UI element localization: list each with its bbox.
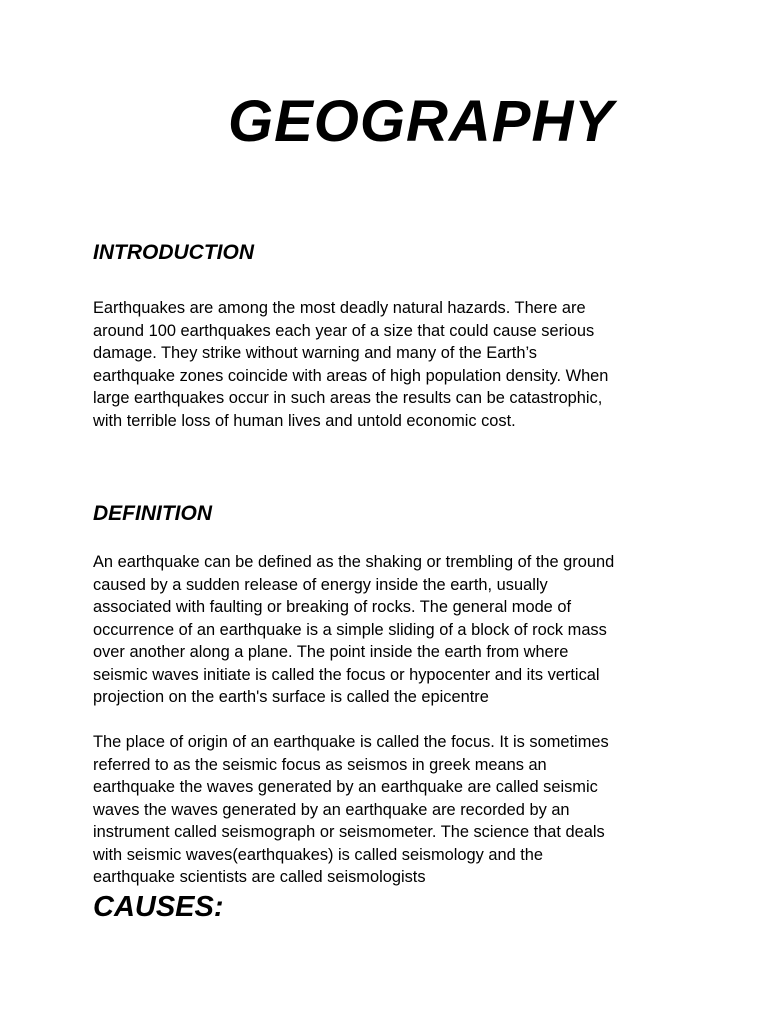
text-line: with seismic waves(earthquakes) is called seismology and the [93,845,544,864]
paragraph-definition [93,551,683,709]
text-line: earthquake zones coincide with areas of high population density. When [93,366,609,385]
paragraph-introduction [93,297,683,432]
heading-introduction: INTRODUCTION [93,241,254,264]
text-line: large earthquakes occur in such areas the results can be catastrophic, [93,389,603,407]
text-line: An earthquake can be defined as the shaking or trembling of the ground [93,553,615,571]
text-line: with terrible loss of human lives and untold economic cost. [93,411,516,430]
text-line: The place of origin of an earthquake is called the focus. It is sometimes [93,733,609,751]
heading-definition: DEFINITION [93,502,212,525]
text-line: waves the waves generated by an earthquake are recorded by an [93,800,570,819]
text-line: associated with faulting or breaking of rocks. The general mode of [93,598,572,616]
text-line: projection on the earth's surface is called the epicentre [93,688,489,706]
text-line: referred to as the seismic focus as seismos in greek means an [93,755,547,774]
text-line: earthquake scientists are called seismologists [93,868,426,886]
text-line: seismic waves initiate is called the focus or hypocenter and its vertical [93,665,600,684]
text-line: over another along a plane. The point inside the earth from where [93,643,569,661]
text-line: caused by a sudden release of energy inside the earth, usually [93,575,548,594]
text-line: instrument called seismograph or seismometer. The science that deals [93,823,605,841]
heading-causes: CAUSES: [93,891,224,923]
text-line: Earthquakes are among the most deadly natural hazards. There are [93,299,586,317]
text-line: around 100 earthquakes each year of a size that could cause serious [93,321,595,340]
text-line: earthquake the waves generated by an earthquake are called seismic [93,778,598,796]
text-line: occurrence of an earthquake is a simple sliding of a block of rock mass [93,620,607,639]
text-line: damage. They strike without warning and many of the Earth’s [93,344,538,362]
paragraph-focus-origin [93,731,683,889]
page-title: GEOGRAPHY [228,89,615,154]
